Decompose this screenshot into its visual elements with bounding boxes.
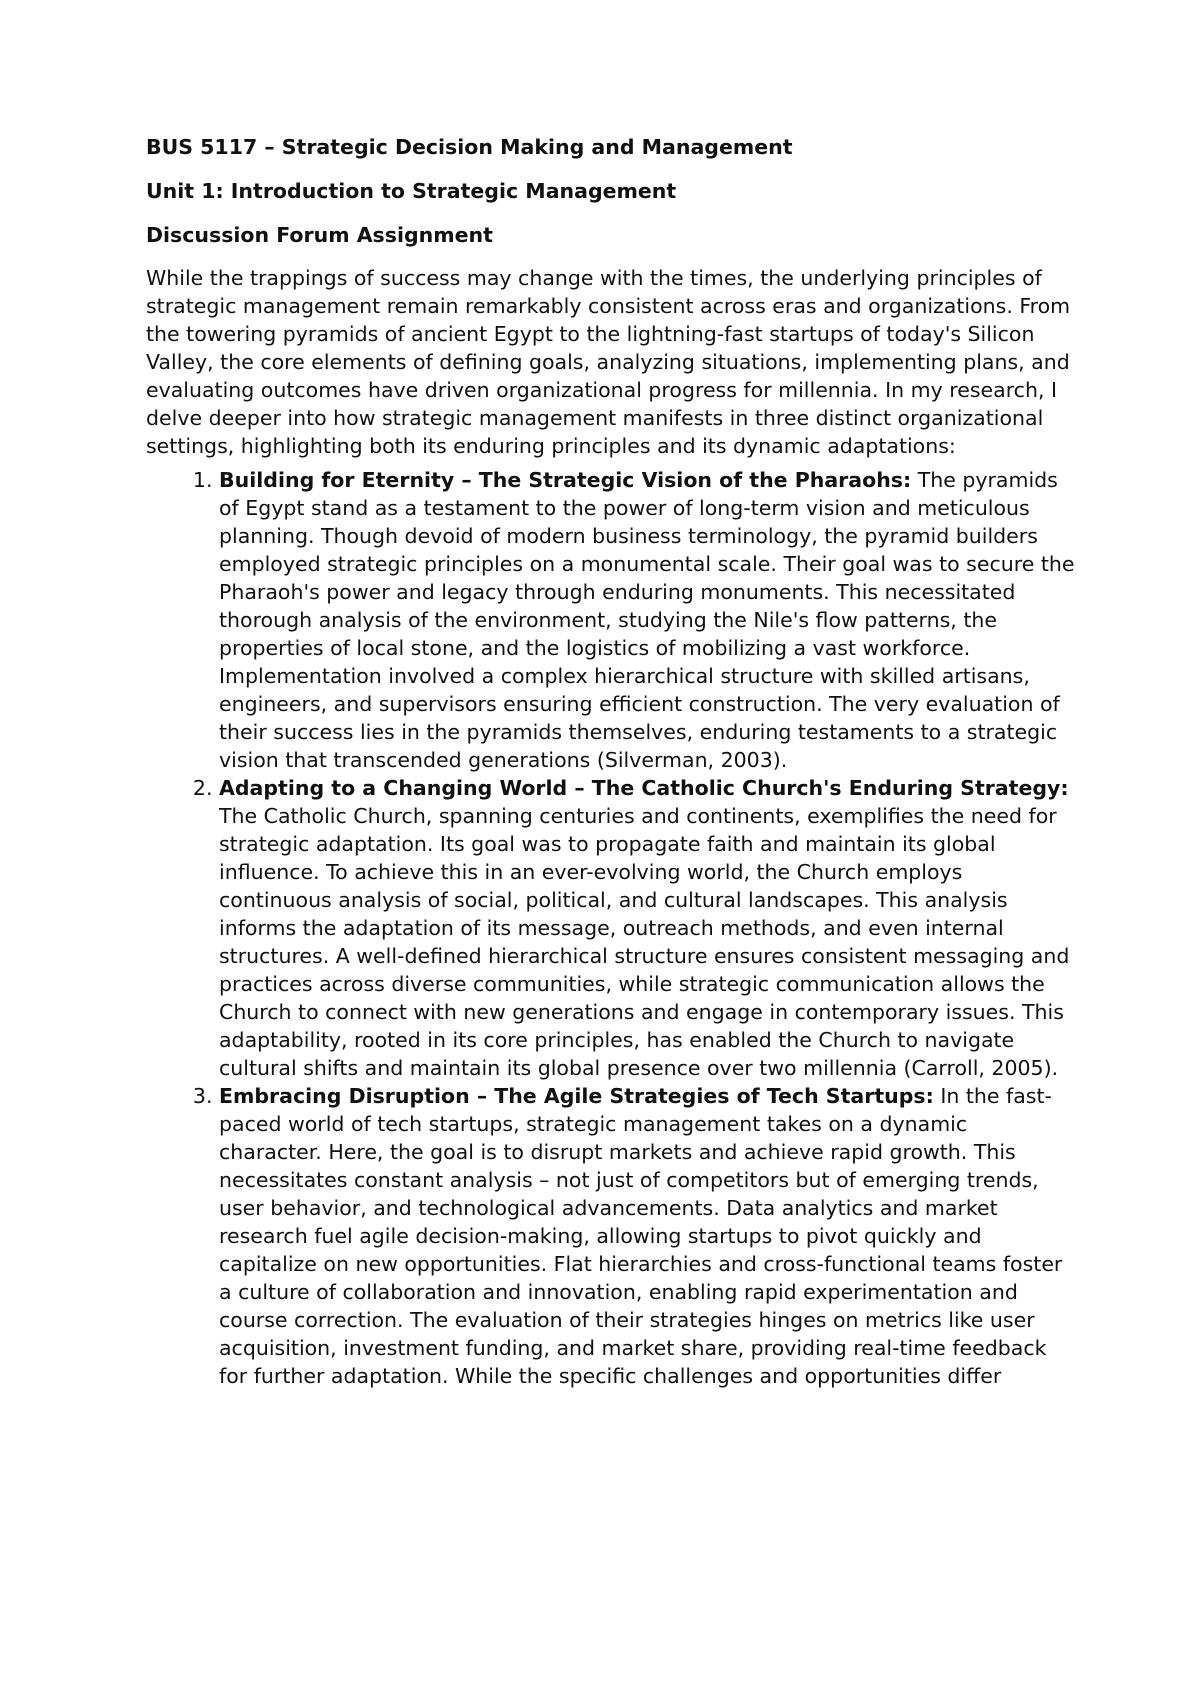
point-title: Building for Eternity – The Strategic Vision of the Pharaohs: — [219, 468, 912, 492]
points-list — [146, 466, 1076, 1390]
point-title: Embracing Disruption – The Agile Strategies of Tech Startups: — [219, 1084, 934, 1108]
document-page — [146, 132, 1076, 1390]
list-item — [219, 466, 1076, 774]
intro-paragraph: While the trappings of success may change with the times, the underlying principles of strategic management remain remarkably consistent across eras and organizations. From the towering pyramids of ancient Egypt to the lightning-fast startups of today's Silicon Valley, the core elements of defining goals, analyzing situations, implementing plans, and evaluating outcomes have driven organizational progress for millennia. In my research, I delve deeper into how strategic management manifests in three distinct organizational settings, highlighting both its enduring principles and its dynamic adaptations: — [146, 266, 1071, 458]
point-body: The Catholic Church, spanning centuries and continents, exemplifies the need for strategic adaptation. Its goal was to propagate faith and maintain its global influence. To achieve this in an ever-evolving world, the Church employs continuous analysis of social, political, and cultural landscapes. This analysis informs the adaptation of its message, outreach methods, and even internal structures. A well-defined hierarchical structure ensures consistent messaging and practices across diverse communities, while strategic communication allows the Church to connect with new generations and engage in contemporary issues. This adaptability, rooted in its core principles, has enabled the Church to navigate cultural shifts and maintain its global presence over two millennia (Carroll, 2005). — [219, 804, 1070, 1080]
course-title: BUS 5117 – Strategic Decision Making and Management — [146, 135, 793, 159]
list-item — [219, 774, 1076, 1082]
point-title: Adapting to a Changing World – The Catholic Church's Enduring Strategy: — [219, 776, 1069, 800]
assignment-title: Discussion Forum Assignment — [146, 223, 493, 247]
point-body: The pyramids of Egypt stand as a testament to the power of long-term vision and meticulous planning. Though devoid of modern business terminology, the pyramid builders employed strategic principles on a monumental scale. Their goal was to secure the Pharaoh's power and legacy through enduring monuments. This necessitated thorough analysis of the environment, studying the Nile's flow patterns, the properties of local stone, and the logistics of mobilizing a vast workforce. Implementation involved a complex hierarchical structure with skilled artisans, engineers, and supervisors ensuring efficient construction. The very evaluation of their success lies in the pyramids themselves, enduring testaments to a strategic vision that transcended generations (Silverman, 2003). — [219, 468, 1075, 772]
point-body: In the fast-paced world of tech startups, strategic management takes on a dynamic character. Here, the goal is to disrupt markets and achieve rapid growth. This necessitates constant analysis – not just of competitors but of emerging trends, user behavior, and technological advancements. Data analytics and market research fuel agile decision-making, allowing startups to pivot quickly and capitalize on new opportunities. Flat hierarchies and cross-functional teams foster a culture of collaboration and innovation, enabling rapid experimentation and course correction. The evaluation of their strategies hinges on metrics like user acquisition, investment funding, and market share, providing real-time feedback for further adaptation. While the specific challenges and opportunities differ — [219, 1084, 1063, 1388]
unit-title: Unit 1: Introduction to Strategic Management — [146, 179, 677, 203]
list-item — [219, 1082, 1076, 1390]
